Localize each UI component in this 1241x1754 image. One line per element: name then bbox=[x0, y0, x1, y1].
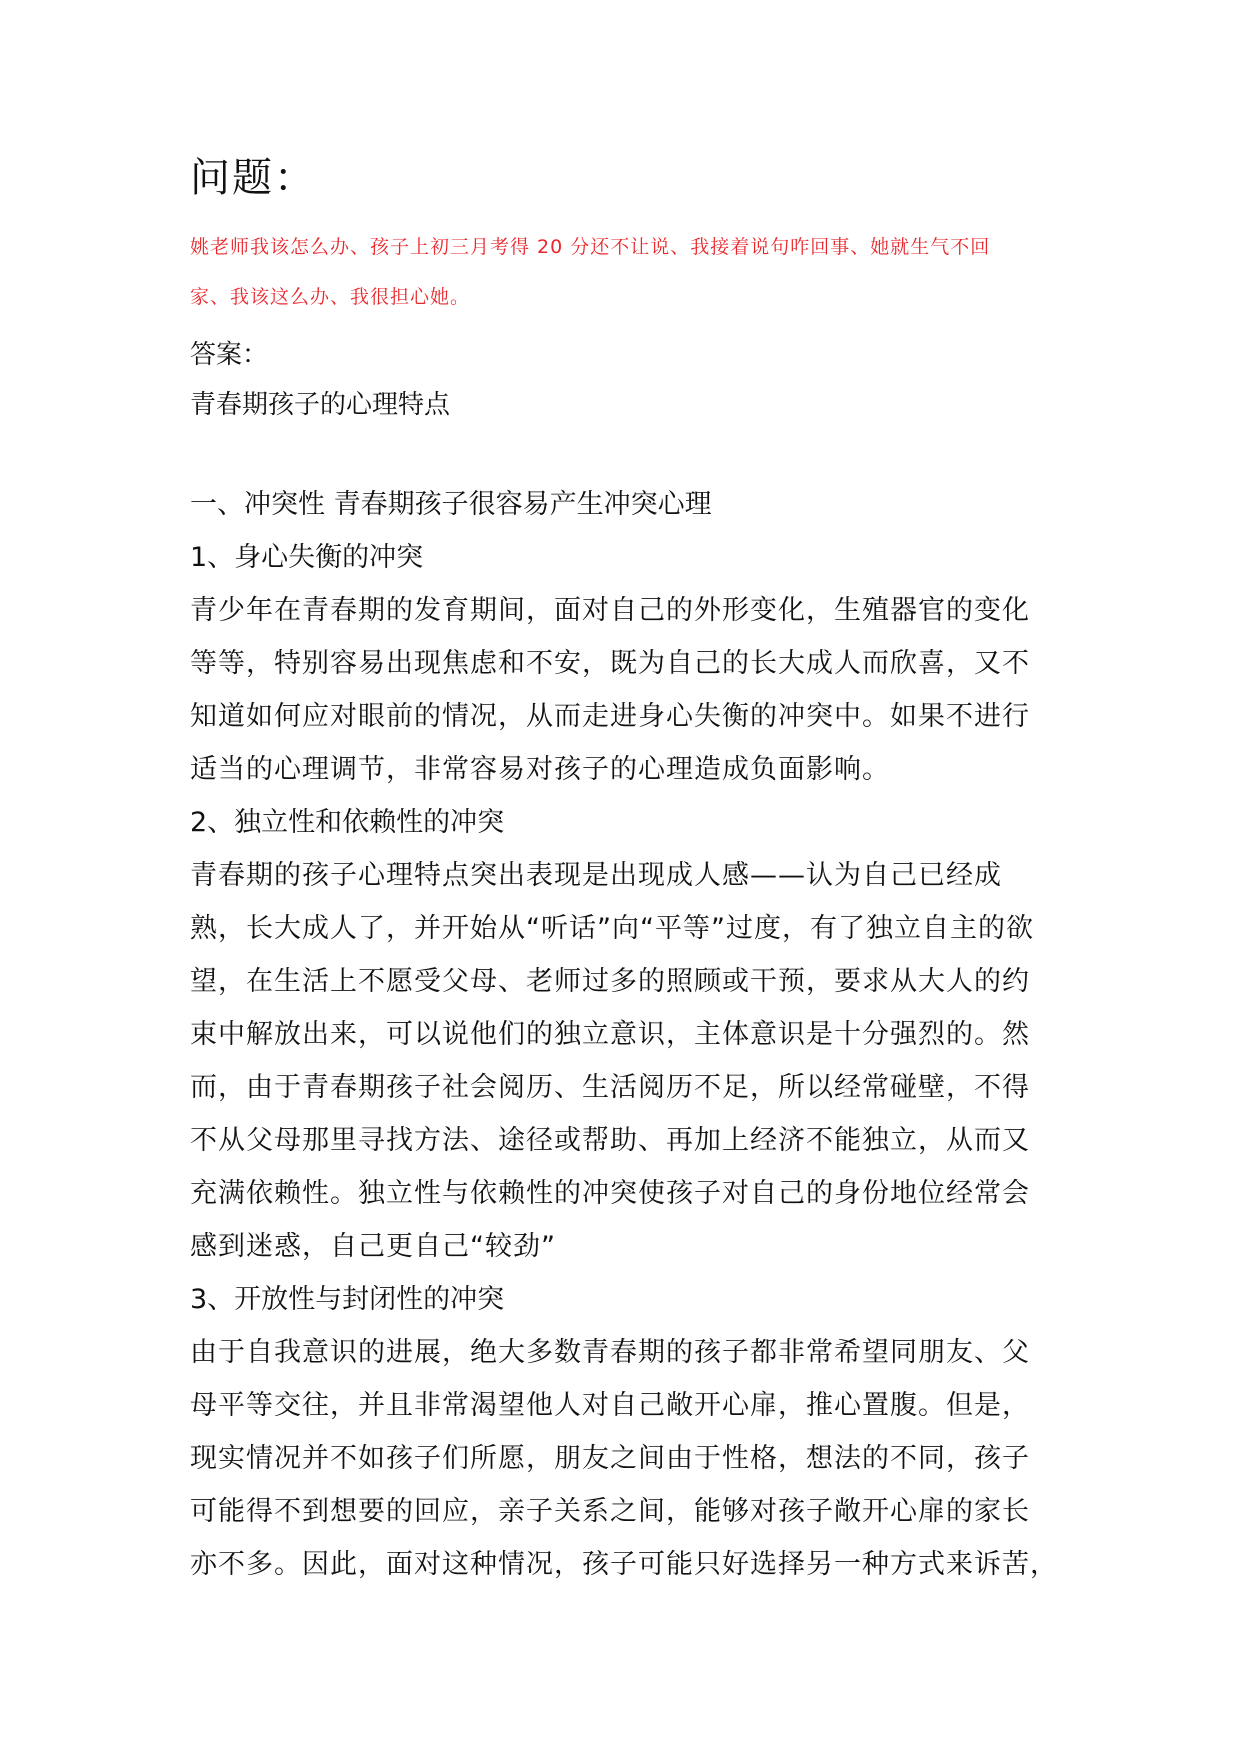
item-paragraph-1 bbox=[190, 584, 1060, 796]
section-heading: 一、冲突性 青春期孩子很容易产生冲突心理 bbox=[190, 489, 712, 520]
question-line: 姚老师我该怎么办、孩子上初三月考得 20 分还不让说、我接着说句咋回事、她就生气不回 bbox=[190, 236, 991, 258]
paragraph-line: 可能得不到想要的回应，亲子关系之间，能够对孩子敞开心扉的家长 bbox=[190, 1496, 1030, 1527]
paragraph-line: 适当的心理调节，非常容易对孩子的心理造成负面影响。 bbox=[190, 754, 890, 785]
item-heading-1: 1、身心失衡的冲突 bbox=[190, 542, 424, 573]
paragraph-line: 由于自我意识的进展，绝大多数青春期的孩子都非常希望同朋友、父 bbox=[190, 1337, 1030, 1368]
question-title: 问题： bbox=[190, 155, 316, 201]
paragraph-line: 知道如何应对眼前的情况，从而走进身心失衡的冲突中。如果不进行 bbox=[190, 701, 1030, 732]
item-paragraph-2 bbox=[190, 849, 1060, 1273]
answer-subject: 青春期孩子的心理特点 bbox=[190, 390, 451, 420]
item-heading-2: 2、独立性和依赖性的冲突 bbox=[190, 807, 505, 838]
paragraph-line: 母平等交往，并且非常渴望他人对自己敞开心扉，推心置腹。但是， bbox=[190, 1390, 1030, 1421]
item-paragraph-3 bbox=[190, 1326, 1060, 1591]
paragraph-line: 而，由于青春期孩子社会阅历、生活阅历不足，所以经常碰壁，不得 bbox=[190, 1072, 1030, 1103]
paragraph-line: 束中解放出来，可以说他们的独立意识，主体意识是十分强烈的。然 bbox=[190, 1019, 1030, 1050]
paragraph-line: 不从父母那里寻找方法、途径或帮助、再加上经济不能独立，从而又 bbox=[190, 1125, 1030, 1156]
item-heading-3: 3、开放性与封闭性的冲突 bbox=[190, 1284, 505, 1315]
paragraph-line: 青春期的孩子心理特点突出表现是出现成人感——认为自己已经成 bbox=[190, 860, 1002, 891]
paragraph-line: 等等，特别容易出现焦虑和不安，既为自己的长大成人而欣喜，又不 bbox=[190, 648, 1030, 679]
question-text bbox=[190, 222, 1060, 322]
document-content bbox=[190, 150, 1060, 1591]
paragraph-line: 亦不多。因此，面对这种情况，孩子可能只好选择另一种方式来诉苦， bbox=[190, 1549, 1058, 1580]
paragraph-line: 充满依赖性。独立性与依赖性的冲突使孩子对自己的身份地位经常会 bbox=[190, 1178, 1030, 1209]
paragraph-line: 熟，长大成人了，并开始从“听话”向“平等”过度，有了独立自主的欲 bbox=[190, 913, 1034, 944]
paragraph-line: 青少年在青春期的发育期间，面对自己的外形变化，生殖器官的变化 bbox=[190, 595, 1030, 626]
paragraph-line: 感到迷惑，自己更自己“较劲” bbox=[190, 1231, 556, 1262]
paragraph-line: 望，在生活上不愿受父母、老师过多的照顾或干预，要求从大人的约 bbox=[190, 966, 1030, 997]
paragraph-line: 现实情况并不如孩子们所愿，朋友之间由于性格，想法的不同，孩子 bbox=[190, 1443, 1030, 1474]
answer-label: 答案： bbox=[190, 340, 269, 370]
blank-line bbox=[190, 430, 1060, 478]
question-line: 家、我该这么办、我很担心她。 bbox=[190, 286, 471, 308]
